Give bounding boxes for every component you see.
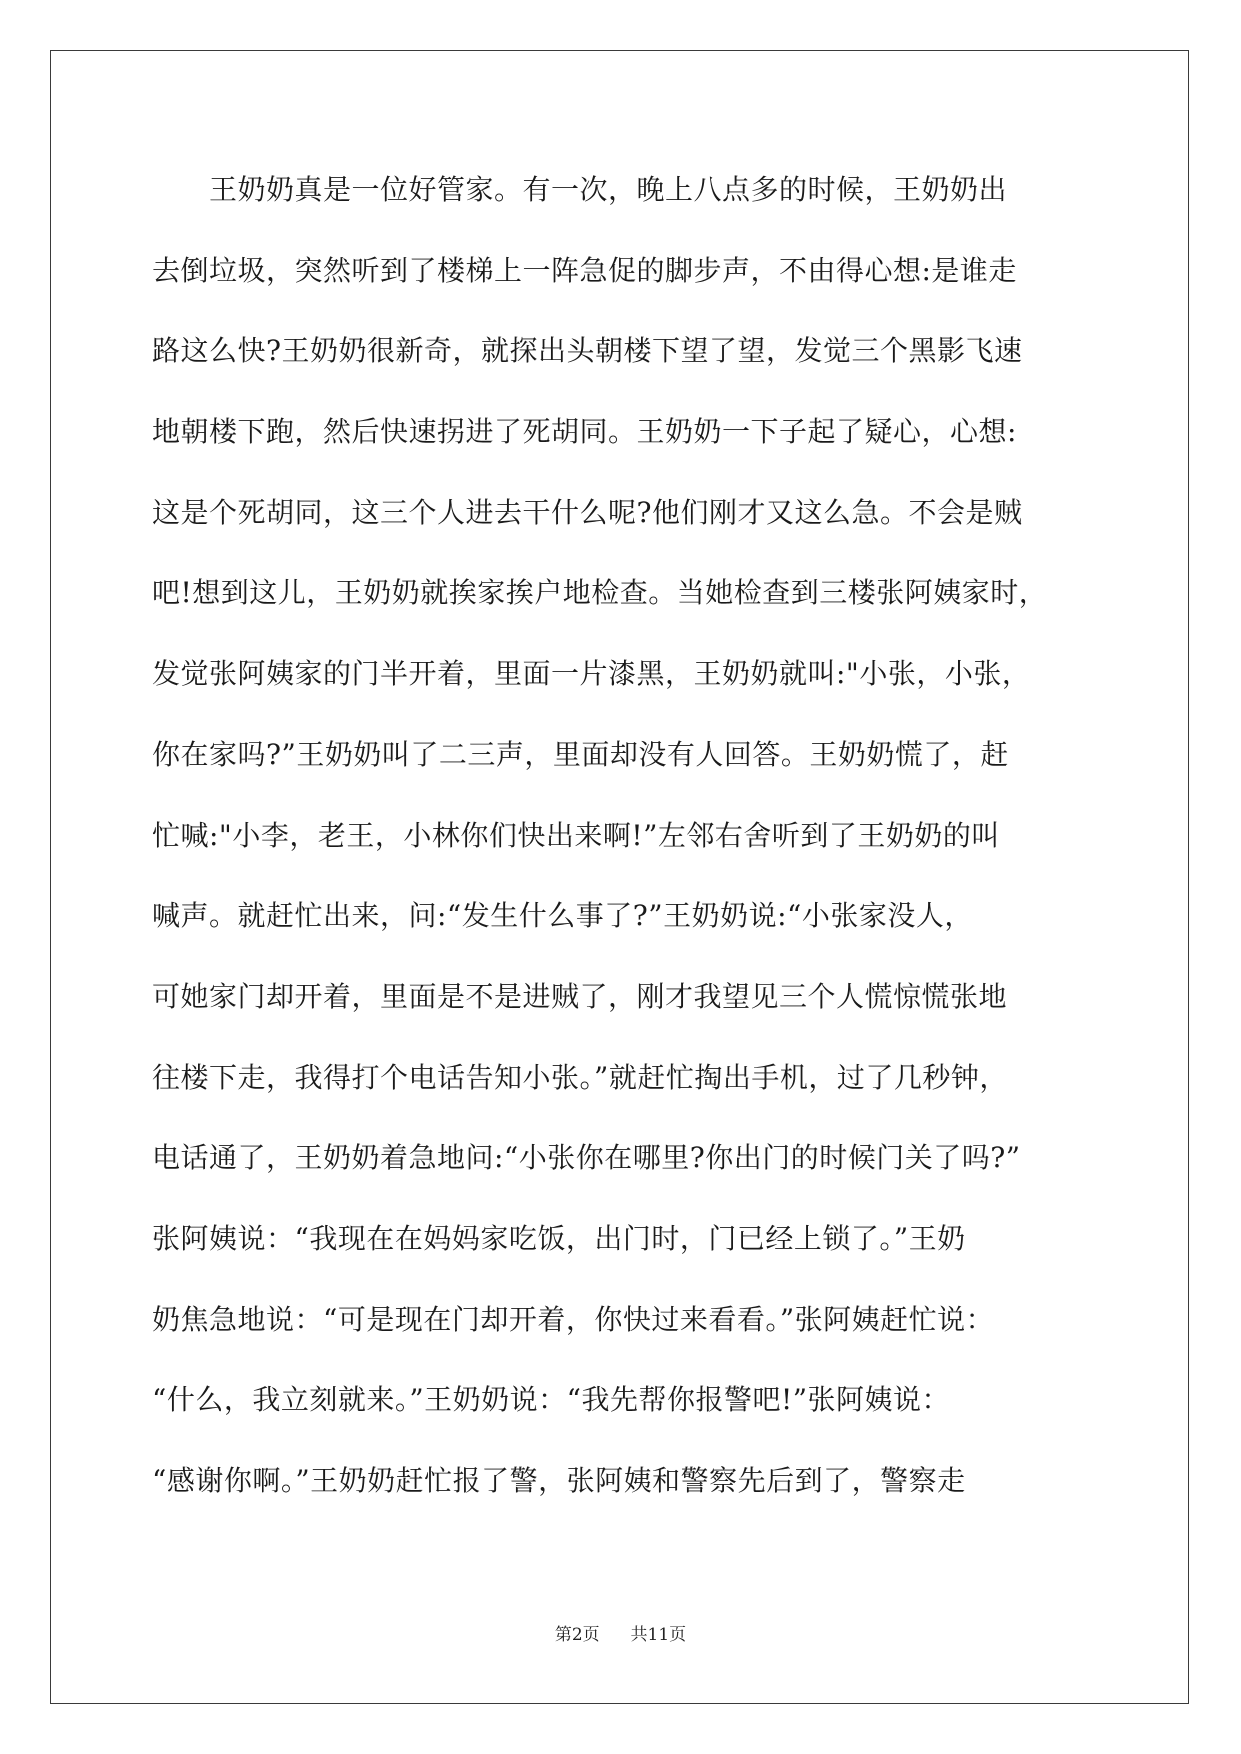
text-line: 你在家吗?”王奶奶叫了二三声，里面却没有人回答。王奶奶慌了，赶	[152, 737, 1009, 771]
text-line: 奶焦急地说：“可是现在门却开着，你快过来看看。”张阿姨赶忙说：	[152, 1302, 995, 1336]
text-line: 去倒垃圾，突然听到了楼梯上一阵急促的脚步声，不由得心想:是谁走	[152, 253, 1017, 287]
page-number: 第2页	[554, 1625, 600, 1645]
text-line: “什么，我立刻就来。”王奶奶说：“我先帮你报警吧!”张阿姨说：	[152, 1383, 951, 1417]
text-line: 忙喊:"小李，老王，小林你们快出来啊!”左邻右舍听到了王奶奶的叫	[152, 818, 1000, 852]
text-line: 这是个死胡同，这三个人进去干什么呢?他们刚才又这么急。不会是贼	[152, 495, 1023, 529]
text-line: 王奶奶真是一位好管家。有一次，晚上八点多的时候，王奶奶出	[152, 173, 1008, 206]
text-line: 可她家门却开着，里面是不是进贼了，刚才我望见三个人慌惊慌张地	[152, 979, 1008, 1013]
text-line: “感谢你啊。”王奶奶赶忙报了警，张阿姨和警察先后到了，警察走	[152, 1464, 966, 1497]
page-footer	[0, 1620, 1241, 1645]
text-line: 路这么快?王奶奶很新奇，就探出头朝楼下望了望，发觉三个黑影飞速	[152, 334, 1023, 368]
body-text	[152, 162, 1088, 1534]
page-total: 共11页	[630, 1625, 687, 1645]
text-line: 往楼下走，我得打个电话告知小张。”就赶忙掏出手机，过了几秒钟，	[152, 1060, 1008, 1094]
text-line: 吧!想到这儿，王奶奶就挨家挨户地检查。当她检查到三楼张阿姨家时，	[152, 576, 1048, 610]
text-line: 发觉张阿姨家的门半开着，里面一片漆黑，王奶奶就叫:"小张，小张，	[152, 657, 1031, 691]
text-line: 电话通了，王奶奶着急地问:“小张你在哪里?你出门的时候门关了吗?”	[152, 1141, 1021, 1175]
text-line: 喊声。就赶忙出来，问:“发生什么事了?”王奶奶说:“小张家没人，	[152, 899, 973, 933]
text-line: 张阿姨说：“我现在在妈妈家吃饭，出门时，门已经上锁了。”王奶	[152, 1221, 966, 1255]
text-line: 地朝楼下跑，然后快速拐进了死胡同。王奶奶一下子起了疑心，心想:	[152, 415, 1017, 449]
